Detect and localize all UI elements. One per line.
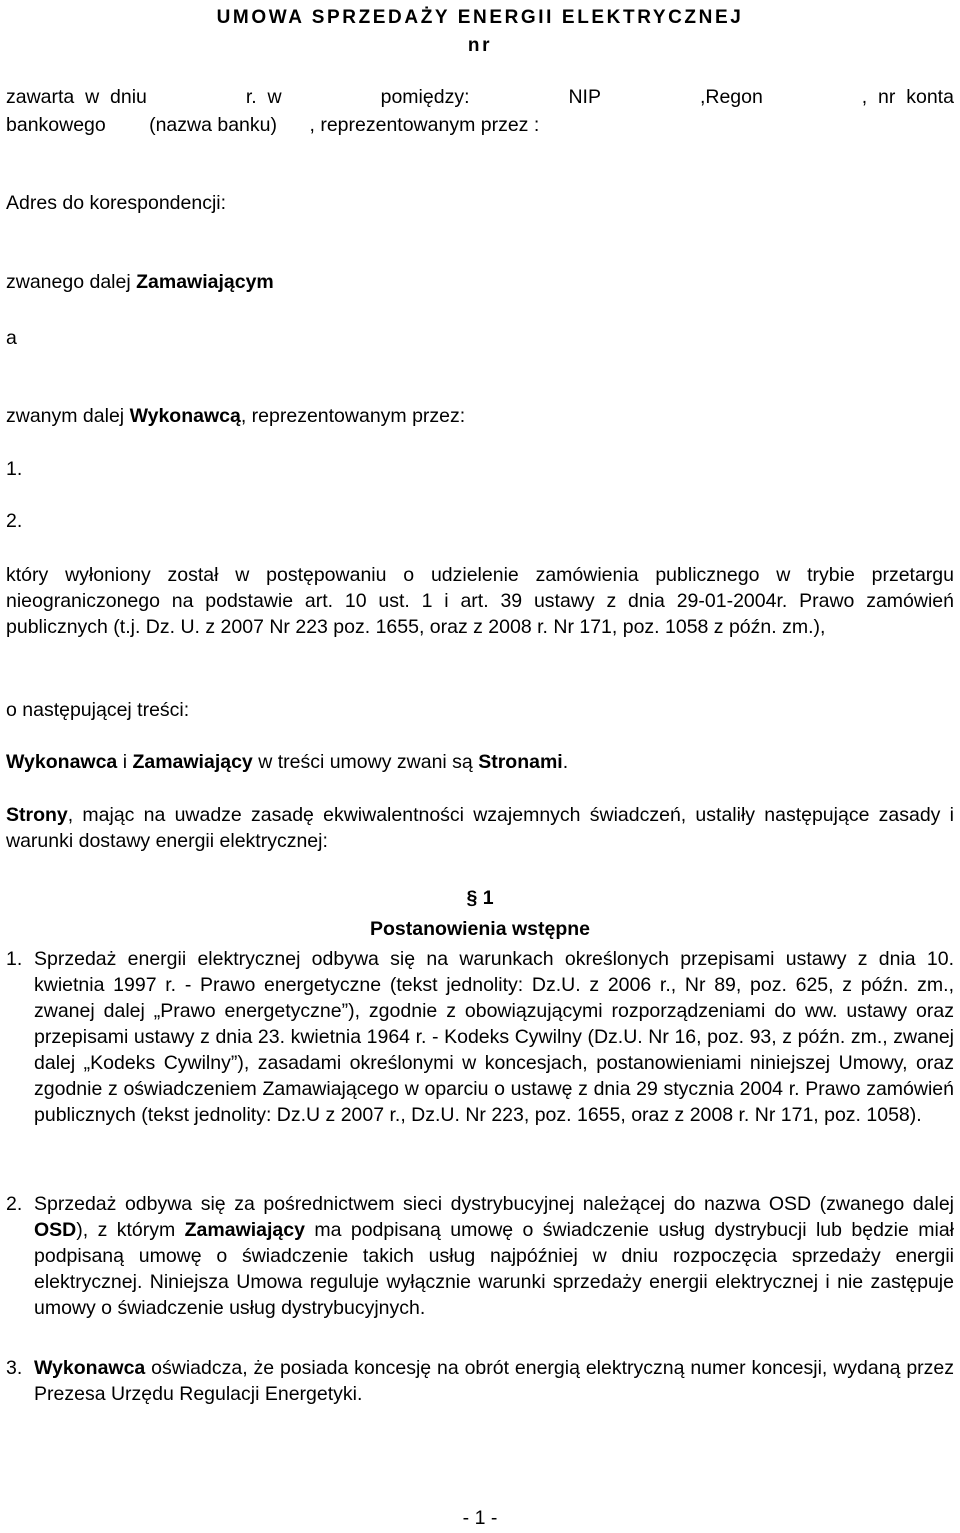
zamawiajacy-term: Zamawiającym (136, 271, 274, 293)
item-text (34, 1191, 954, 1321)
parties-term-zamawiajacy: Zamawiający (132, 751, 253, 773)
wykonawca-term: Wykonawcą (129, 405, 241, 427)
item-text (34, 1355, 954, 1407)
intro-line-2: bankowego (nazwa banku) , reprezentowanym przez : (6, 114, 540, 136)
strony-text: , mając na uwadze zasadę ekwiwalentności wzajemnych świadczeń, ustaliły następujące zasady i warunki dostawy energii elektrycznej: (6, 804, 954, 852)
osd-term: OSD (34, 1219, 77, 1241)
wykonawca-line (6, 403, 954, 429)
list-item (6, 1355, 954, 1407)
conjunction-a: a (6, 327, 17, 349)
page-number: - 1 - (462, 1507, 498, 1529)
section-heading: Postanowienia wstępne (370, 918, 590, 940)
parties-text: w treści umowy zwani są (252, 751, 479, 773)
intro-word: NIP (568, 86, 601, 108)
intro-word: zawarta w dniu (6, 86, 147, 108)
item-text: Sprzedaż energii elektrycznej odbywa się na warunkach określonych przepisami ustawy z dnia 10. kwietnia 1997 r. - Prawo energetyczne (tekst jednolity: Dz.U. z 2006 r., Nr 89, poz. 625, z późn. zm., zwanej dalej „Prawo energetyczne”), zgodnie z obowiązującymi rozporządzeniami do ww. ustawy oraz przepisami ustawy z dnia 23. kwietnia 1964 r. - Kodeks Cywilny (Dz.U. Nr 16, poz. 93, z późn. zm., zwanej dalej „Kodeks Cywilny”), zasadami określonymi w koncesjach, postanowieniami niniejszej Umowy, oraz zgodnie z oświadczeniem Zamawiającego w oparciu o ustawę z dnia 29 stycznia 2004 r. Prawo zamówień publicznych (tekst jednolity: Dz.U z 2007 r., Dz.U. Nr 223, poz. 1655, oraz z 2008 r. Nr 171, poz. 1058). (34, 948, 954, 1126)
parties-text: . (562, 751, 569, 773)
wykonawca-prefix: zwanym dalej (6, 405, 130, 427)
title-line-2: nr (467, 35, 493, 56)
representative-2: 2. (6, 510, 23, 532)
zamawiajacy-term: Zamawiający (184, 1219, 305, 1241)
title-line-1: UMOWA SPRZEDAŻY ENERGII ELEKTRYCZNEJ (216, 7, 744, 28)
intro-line-1 (6, 84, 954, 110)
document-title (6, 4, 954, 60)
selection-paragraph: który wyłoniony został w postępowaniu o udzielenie zamówienia publicznego w trybie przetargu nieograniczonego na podstawie art. 10 ust. 1 i art. 39 ustawy z dnia 29-01-2004r. Prawo zamówień publicznych (t.j. Dz. U. z 2007 Nr 223 poz. 1655, oraz z 2008 r. Nr 171, poz. 1058 z późn. zm.), (6, 564, 954, 638)
intro-word: pomiędzy: (380, 86, 470, 108)
list-item (6, 1191, 954, 1321)
intro-word: ,Regon (699, 86, 763, 108)
strony-paragraph (6, 802, 954, 854)
section-sign: § 1 (466, 887, 494, 909)
item-text-part: Sprzedaż odbywa się za pośrednictwem sieci dystrybucyjnej należącej do nazwa OSD (zwanego dalej (34, 1193, 954, 1215)
address-label: Adres do korespondencji: (6, 192, 227, 214)
intro-word: , nr konta (861, 86, 954, 108)
zamawiajacy-prefix: zwanego dalej (6, 271, 137, 293)
wykonawca-suffix: , reprezentowanym przez: (240, 405, 466, 427)
item-number: 2. (6, 1193, 23, 1215)
zamawiajacy-line (6, 269, 954, 295)
item-text-part: ma podpisaną umowę o świadczenie usług dystrybucji lub będzie miał podpisaną umowę o świadczenie takich usług najpóźniej w dniu rozpoczęcia sprzedaży energii elektrycznej. Niniejsza Umowa reguluje wyłącznie warunki sprzedaży energii elektrycznej i nie zastępuje umowy o świadczenie usług dystrybucyjnych. (34, 1219, 954, 1319)
intro-word: r. w (245, 86, 282, 108)
list-item (6, 946, 954, 1128)
item-number: 1. (6, 948, 23, 970)
strony-term: Strony (6, 804, 68, 826)
item-text-part: ), z którym (76, 1219, 185, 1241)
parties-text: i (117, 751, 133, 773)
item-number: 3. (6, 1357, 23, 1379)
parties-definition (6, 749, 954, 775)
representative-1: 1. (6, 458, 23, 480)
following-content-label: o następującej treści: (6, 699, 190, 721)
item-text-part: oświadcza, że posiada koncesję na obrót energią elektryczną numer koncesji, wydaną przez Prezesa Urzędu Regulacji Energetyki. (34, 1357, 954, 1405)
parties-term-stronami: Stronami (478, 751, 563, 773)
parties-term-wykonawca: Wykonawca (6, 751, 118, 773)
wykonawca-term: Wykonawca (34, 1357, 146, 1379)
